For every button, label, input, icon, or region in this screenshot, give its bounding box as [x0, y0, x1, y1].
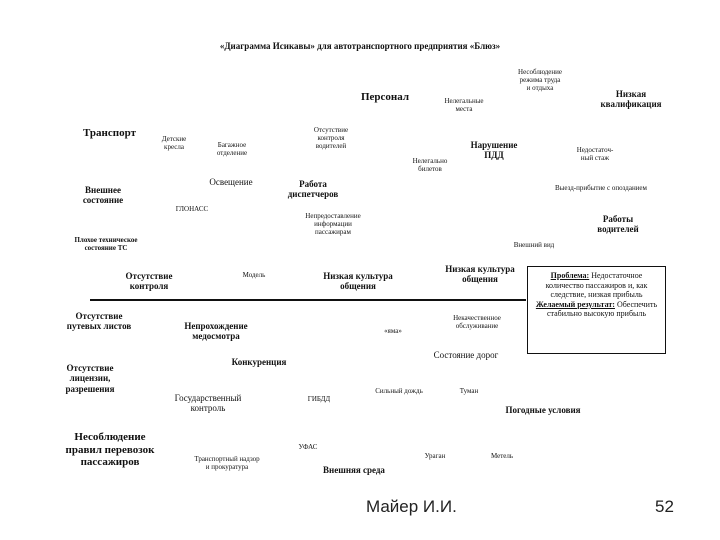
category-konkurenciya: Конкуренция [231, 357, 287, 367]
cause-osveshenie: Освещение [209, 177, 253, 187]
cause-ufas: УФАС [298, 443, 318, 451]
category-pogodnye-usloviya: Погодные условия [505, 405, 581, 415]
cause-model: Модель [242, 271, 266, 279]
cause-raboty-voditeley: Работы водителей [597, 214, 639, 235]
cause-nesobl-rezhima: Несоблюдение режима труда и отдыха [518, 68, 562, 93]
cause-nekachestvennoe: Некачественное обслуживание [453, 314, 501, 331]
footer-author: Майер И.И. [366, 497, 457, 516]
cause-gibdd: ГИБДД [307, 395, 331, 403]
cause-sostoyanie-dorog: Состояние дорог [433, 350, 499, 360]
problem-text: Недостаточное количество пассажиров и, как следствие, низкая прибыль [545, 271, 648, 300]
cause-nesoblyudenie-pravil: Несоблюдение правил перевозок пассажиров [65, 431, 155, 469]
cause-narushenie-pdd: Нарушение ПДД [470, 140, 518, 161]
cause-neprohozhdenie-medosmotra: Непрохождение медосмотра [184, 321, 248, 342]
cause-nelegalnye-mesta: Нелегальные места [444, 97, 484, 114]
cause-plohoe-tehsostoyanie: Плохое техническое состояние ТС [74, 236, 138, 253]
result-heading: Желаемый результат: [535, 299, 615, 309]
cause-vneshnee-sostoyanie: Внешнее состояние [82, 185, 124, 206]
cause-yama: «яма» [384, 327, 402, 335]
cause-otsutstvie-kontrolya: Отсутствие контроля [125, 271, 173, 292]
problem-heading: Проблема: [550, 271, 590, 280]
problem-box [527, 266, 666, 354]
cause-silny-dozhd: Сильный дождь [375, 387, 423, 395]
cause-nelegalno-bilety: Нелегально билетов [412, 157, 448, 174]
cause-otsutstvie-licenzii: Отсутствие лицензии, разрешения [65, 363, 115, 394]
diagram-title: «Диаграмма Исикавы» для автотранспортного предприятия «Блюз» [219, 41, 501, 51]
result-text: Обеспечить стабильно высокую прибыль [546, 299, 658, 319]
cause-otsutstvie-kontrolya-voditeley: Отсутствие контроля водителей [313, 126, 349, 151]
cause-nepredostavlenie-info: Непредоставление информации пассажирам [305, 212, 361, 237]
cause-metel: Метель [490, 452, 514, 460]
category-vneshnyaya-sreda: Внешняя среда [323, 465, 385, 475]
fishbone-spine [90, 299, 526, 301]
cause-nizkaya-kultura-2: Низкая культура общения [445, 264, 515, 285]
cause-vneshny-vid: Внешний вид [513, 241, 555, 249]
cause-detskie-kresla: Детские кресла [161, 135, 187, 152]
cause-uragan: Ураган [424, 452, 446, 460]
cause-bagazhnoe-otdelenie: Багажное отделение [216, 141, 248, 158]
footer-page-number: 52 [655, 497, 674, 516]
cause-nedostatochny-stazh: Недостаточ- ный стаж [576, 146, 614, 163]
category-personal: Персонал [360, 91, 410, 103]
cause-otsutstvie-putevyh-listov: Отсутствие путевых листов [66, 311, 132, 332]
cause-nizkaya-kvalifikaciya: Низкая квалификация [600, 89, 662, 110]
category-transport: Транспорт [83, 127, 136, 139]
cause-glonass: ГЛОНАСС [175, 205, 209, 213]
cause-nizkaya-kultura-1: Низкая культура общения [323, 271, 393, 292]
cause-gos-kontrol: Государственный контроль [174, 393, 242, 414]
cause-vyezd-pribytie: Выезд-прибытие с опозданием [555, 184, 647, 192]
cause-rabota-dispetcherov: Работа диспетчеров [287, 179, 339, 200]
cause-transportny-nadzor: Транспортный надзор и прокуратура [194, 455, 260, 472]
cause-tuman: Туман [459, 387, 479, 395]
